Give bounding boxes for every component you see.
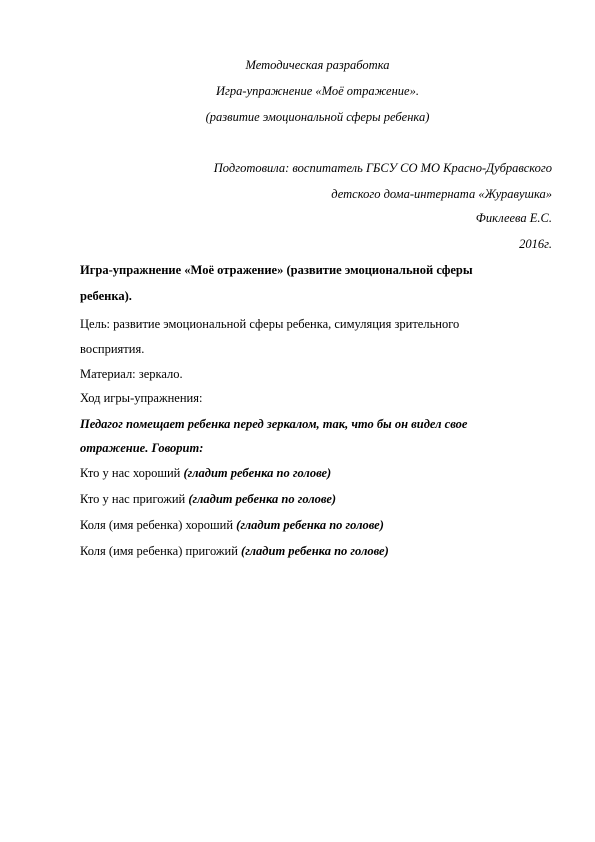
phrase-note: (гладит ребенка по голове) <box>183 466 332 480</box>
phrase-note: (гладит ребенка по голове) <box>241 544 389 558</box>
phrase-text: Кто у нас пригожий <box>80 492 189 506</box>
instruction-line-1: Педагог помещает ребенка перед зеркалом, так, что бы он видел свое <box>80 417 468 431</box>
phrase-line <box>80 492 336 507</box>
header-line-2: Игра-упражнение «Моё отражение». <box>216 84 419 98</box>
author-line-3: Фиклеева Е.С. <box>475 211 552 225</box>
phrase-text: Коля (имя ребенка) пригожий <box>80 544 242 558</box>
author-line-2: детского дома-интерната «Журавушка» <box>331 187 552 201</box>
material-line: Материал: зеркало. <box>80 367 183 381</box>
header-line-3: (развитие эмоциональной сферы ребенка) <box>205 110 430 124</box>
phrase-note: (гладит ребенка по голове) <box>188 492 337 506</box>
author-line-4: 2016г. <box>519 237 552 251</box>
author-line-1: Подготовила: воспитатель ГБСУ СО МО Красно-Дубравского <box>213 161 552 175</box>
instruction-line-2: отражение. Говорит: <box>80 441 204 455</box>
phrase-line <box>80 544 389 559</box>
phrase-text: Кто у нас хороший <box>80 466 184 480</box>
goal-line-1: Цель: развитие эмоциональной сферы ребенка, симуляция зрительного <box>80 317 460 331</box>
course-line: Ход игры-упражнения: <box>80 391 203 405</box>
title-line-1: Игра-упражнение «Моё отражение» (развитие эмоциональной сферы <box>80 263 473 277</box>
title-line-2: ребенка). <box>80 289 132 303</box>
phrase-line <box>80 518 384 533</box>
header-line-1: Методическая разработка <box>245 58 390 72</box>
goal-line-2: восприятия. <box>80 342 145 356</box>
phrase-note: (гладит ребенка по голове) <box>236 518 384 532</box>
phrase-text: Коля (имя ребенка) хороший <box>80 518 237 532</box>
phrase-line <box>80 466 331 481</box>
